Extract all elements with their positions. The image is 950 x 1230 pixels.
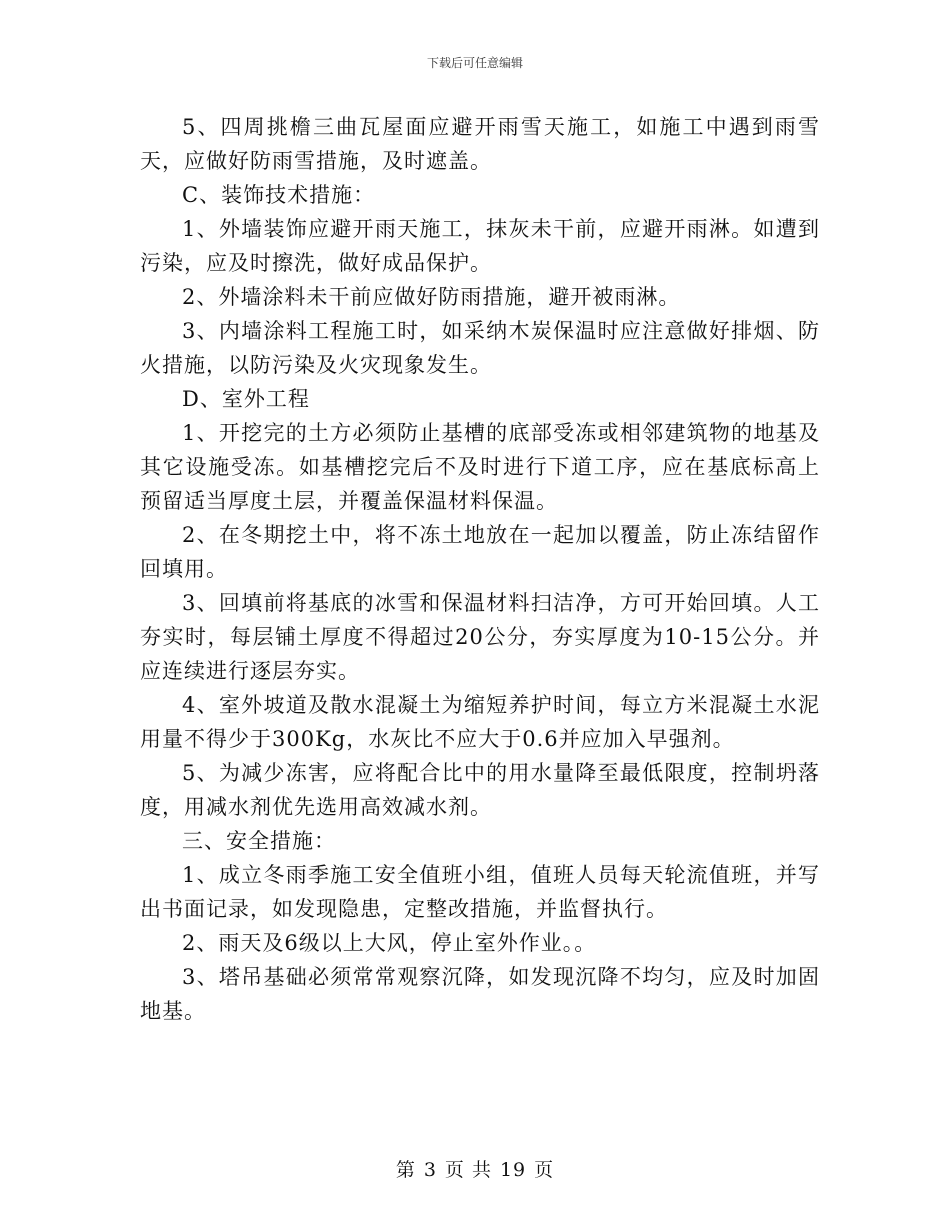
paragraph: 1、外墙装饰应避开雨天施工，抹灰未干前，应避开雨淋。如遭到污染，应及时擦洗，做好成品保护。 [140,217,820,275]
footer-suffix: 页 [534,1159,555,1181]
paragraph: 1、成立冬雨季施工安全值班小组，值班人员每天轮流值班，并写出书面记录，如发现隐患，定整改措施，并监督执行。 [140,863,820,921]
paragraph: 3、塔吊基础必须常常观察沉降，如发现沉降不均匀，应及时加固地基。 [140,965,820,1023]
paragraph: 5、为减少冻害，应将配合比中的用水量降至最低限度，控制坍落度，用减水剂优先选用高效减水剂。 [140,761,820,819]
section-heading: 三、安全措施： [182,829,336,853]
section-heading: C、装饰技术措施： [182,183,376,207]
paragraph: 3、内墙涂料工程施工时，如采纳木炭保温时应注意做好排烟、防火措施，以防污染及火灾现象发生。 [140,319,820,377]
paragraph: 3、回填前将基底的冰雪和保温材料扫洁净，方可开始回填。人工夯实时，每层铺土厚度不得超过20公分，夯实厚度为10-15公分。并应连续进行逐层夯实。 [140,591,820,683]
page-footer [0,1155,950,1182]
footer-middle: 页 共 [444,1159,492,1181]
document-body [140,110,820,1028]
footer-prefix: 第 [395,1159,416,1181]
paragraph: 5、四周挑檐三曲瓦屋面应避开雨雪天施工，如施工中遇到雨雪天，应做好防雨雪措施，及时遮盖。 [140,115,820,173]
page-header: 下载后可任意编辑 [426,56,523,70]
section-heading: D、室外工程 [182,387,310,411]
paragraph: 2、在冬期挖土中，将不冻土地放在一起加以覆盖，防止冻结留作回填用。 [140,523,820,581]
page-number: 3 [423,1159,437,1181]
paragraph: 1、开挖完的土方必须防止基槽的底部受冻或相邻建筑物的地基及其它设施受冻。如基槽挖完后不及时进行下道工序，应在基底标高上预留适当厚度土层，并覆盖保温材料保温。 [140,421,820,513]
paragraph: 2、雨天及6级以上大风，停止室外作业。。 [182,931,597,955]
paragraph: 2、外墙涂料未干前应做好防雨措施，避开被雨淋。 [182,285,681,309]
page-total: 19 [499,1159,527,1181]
paragraph: 4、室外坡道及散水混凝土为缩短养护时间，每立方米混凝土水泥用量不得少于300Kg，水灰比不应大于0.6并应加入早强剂。 [140,693,820,751]
